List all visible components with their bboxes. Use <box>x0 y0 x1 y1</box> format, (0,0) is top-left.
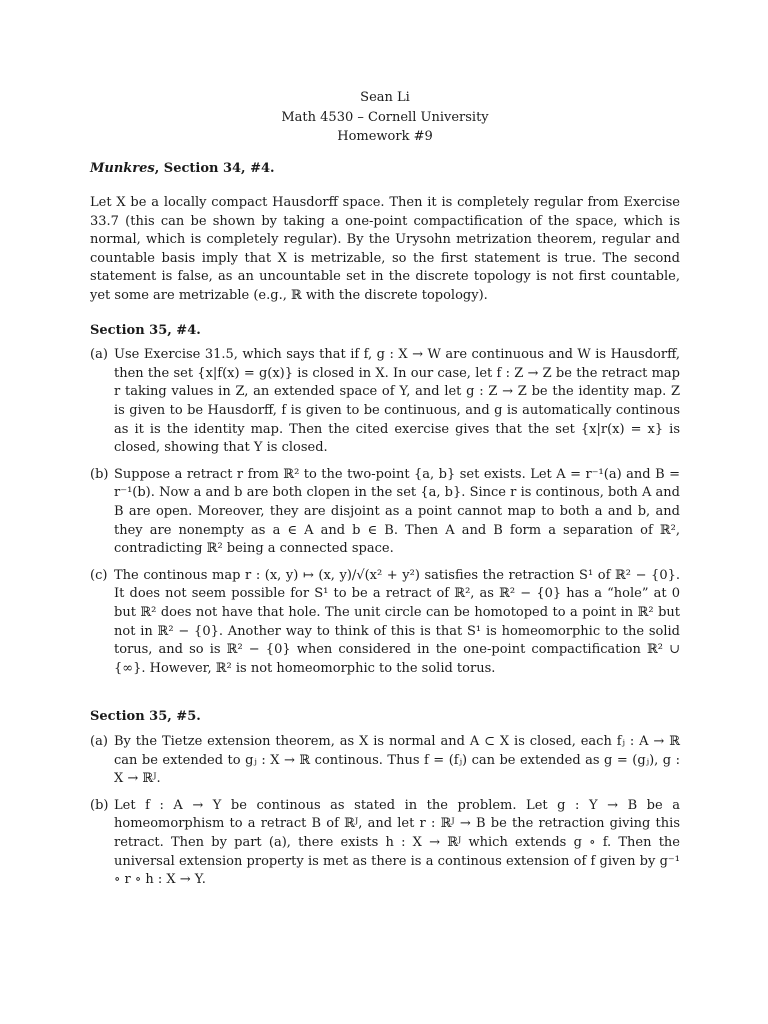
answer-item <box>90 567 680 679</box>
answer-item <box>90 346 680 458</box>
item-text: By the Tietze extension theorem, as X is normal and A ⊂ X is closed, each fⱼ : A → ℝ can be extended to gⱼ : X → ℝ continous. Thus f = (fⱼ) can be extended as g = (gⱼ), g : X → ℝᴶ. <box>114 733 680 787</box>
course-name: Math 4530 – Cornell University <box>281 109 489 125</box>
item-text: The continous map r : (x, y) ↦ (x, y)/√(x² + y²) satisfies the retraction S¹ of ℝ² − {0}. It does not seem possible for S¹ to be a retract of ℝ², as ℝ² − {0} has a “hole” at 0 but ℝ² does not have that hole. The unit circle can be homotoped to a point in ℝ² but not in ℝ² − {0}. Another way to think of this is that S¹ is homeomorphic to the solid torus, and so is ℝ² − {0} when considered in the one-point compactification ℝ² ∪ {∞}. However, ℝ² is not homeomorphic to the solid torus. <box>114 567 680 676</box>
section-title-34-4: Munkres, Section 34, #4. <box>90 160 275 176</box>
answer-list-35-5 <box>90 733 680 890</box>
item-text: Suppose a retract r from ℝ² to the two-point {a, b} set exists. Let A = r⁻¹(a) and B = r⁻¹(b). Now a and b are both clopen in the set {a, b}. Since r is continous, both A and B are open. Moreover, they are disjoint as a point cannot map to both a and b, and they are nonempty as a ∈ A and b ∈ B. Then A and B form a separation of ℝ², contradicting ℝ² being a connected space. <box>114 466 680 557</box>
answer-item <box>90 797 680 890</box>
item-text: Let f : A → Y be continous as stated in the problem. Let g : Y → B be a homeomorphism to a retract B of ℝᴶ, and let r : ℝᴶ → B be the retraction giving this retract. Then by part (a), there exists h : X → ℝᴶ which extends g ∘ f. Then the universal extension property is met as there is a continous extension of f given by g⁻¹ ∘ r ∘ h : X → Y. <box>114 797 680 888</box>
author-name: Sean Li <box>360 90 410 105</box>
item-label: (b) <box>90 466 109 482</box>
item-text: Use Exercise 31.5, which says that if f, g : X → W are continuous and W is Hausdorff, then the set {x|f(x) = g(x)} is closed in X. In our case, let f : Z → Z be the retract map r taking values in Z, an extended space of Y, and let g : Z → Z be the identity map. Z is given to be Hausdorff, f is given to be continuous, and g is automatically continous as it is the identity map. Then the cited exercise gives that the set {x|r(x) = x} is closed, showing that Y is closed. <box>114 347 680 456</box>
answer-list-35-4 <box>90 346 680 678</box>
section-title-35-4: Section 35, #4. <box>90 322 201 338</box>
assignment-title: Homework #9 <box>337 129 433 144</box>
item-label: (a) <box>90 733 108 749</box>
item-label: (c) <box>90 567 108 583</box>
section-body-34-4: Let X be a locally compact Hausdorff space. Then it is completely regular from Exercise 33.7 (this can be shown by taking a one-point compactification of the space, which is normal, which is completely regular). By the Urysohn metrization theorem, regular and countable basis imply that X is metrizable, so the first statement is true. The second statement is false, as an uncountable set in the discrete topology is not first countable, yet some are metrizable (e.g., ℝ with the discrete topology). <box>90 195 680 304</box>
section-title-35-5: Section 35, #5. <box>90 709 201 725</box>
item-label: (a) <box>90 347 108 363</box>
answer-item <box>90 733 680 789</box>
answer-item <box>90 466 680 559</box>
item-label: (b) <box>90 797 109 813</box>
document-header <box>90 88 680 147</box>
